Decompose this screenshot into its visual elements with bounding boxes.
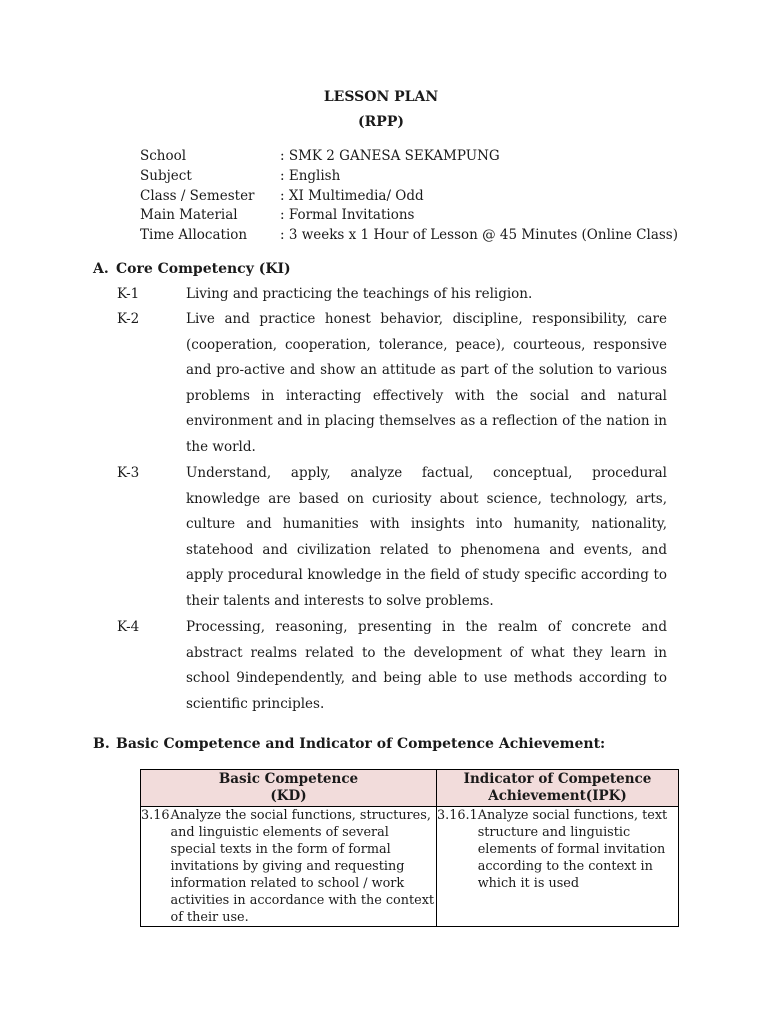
kd-text: Analyze the social functions, structures, and linguistic elements of several special texts in the form of formal invitations by giving and requesting information related to school / work activities in accordance with the context of their use.: [170, 808, 435, 925]
info-value: : SMK 2 GANESA SEKAMPUNG: [280, 148, 500, 164]
table-row: [141, 807, 679, 927]
info-label: Subject: [140, 168, 192, 184]
ki-text-3: Understand, apply, analyze factual, conceptual, procedural knowledge are based on curiosity about science, technology, arts, culture and humanities with insights into humanity, nationality, statehood and civilization related to phenomena and events, and apply procedural knowledge in the field of study specific according to their talents and interests to solve problems.: [186, 465, 667, 609]
table-header-row: [141, 770, 679, 807]
ki-text-2: Live and practice honest behavior, discipline, responsibility, care (cooperation, cooperation, tolerance, peace), courteous, responsive and pro-active and show an attitude as part of the solution to various problems in interacting effectively with the social and natural environment and in placing themselves as a reflection of the nation in the world.: [186, 311, 667, 455]
ki-code-4: K-4: [117, 619, 140, 635]
competence-table: [140, 769, 679, 927]
info-value: : 3 weeks x 1 Hour of Lesson @ 45 Minutes (Online Class): [280, 227, 678, 243]
header-line: Achievement(IPK): [488, 788, 627, 804]
info-label: Main Material: [140, 207, 238, 223]
ki-code-2: K-2: [117, 311, 140, 327]
header-line: (KD): [270, 788, 307, 804]
ki-text-1: Living and practicing the teachings of his religion.: [186, 286, 533, 302]
section-title: Core Competency (KI): [116, 261, 291, 277]
header-line: Basic Competence: [218, 771, 359, 787]
table-header-ipk: [437, 770, 679, 807]
document-subtitle: (RPP): [358, 114, 404, 130]
section-title: Basic Competence and Indicator of Competence Achievement:: [116, 736, 606, 752]
document-title: LESSON PLAN: [323, 89, 439, 105]
info-value: : English: [280, 168, 341, 184]
info-label: Time Allocation: [140, 227, 248, 243]
kd-cell: [141, 807, 437, 927]
header-line: Indicator of Competence: [463, 771, 652, 787]
ki-code-3: K-3: [117, 465, 140, 481]
section-number: B.: [93, 736, 110, 752]
info-label: Class / Semester: [140, 188, 255, 204]
info-value: : XI Multimedia/ Odd: [280, 188, 424, 204]
ki-text-4: Processing, reasoning, presenting in the realm of concrete and abstract realms related to the development of what they learn in school 9independently, and being able to use methods according to scientific principles.: [186, 619, 667, 712]
ipk-code: 3.16.1: [437, 808, 478, 823]
ipk-cell: [437, 807, 679, 927]
info-value: : Formal Invitations: [280, 207, 415, 223]
kd-code: 3.16: [141, 808, 170, 823]
section-number: A.: [93, 261, 109, 277]
ki-code-1: K-1: [117, 286, 140, 302]
info-label: School: [140, 148, 187, 164]
table-header-kd: [141, 770, 437, 807]
ipk-text: Analyze social functions, text structure and linguistic elements of formal invitation according to the context in which it is used: [477, 808, 668, 891]
